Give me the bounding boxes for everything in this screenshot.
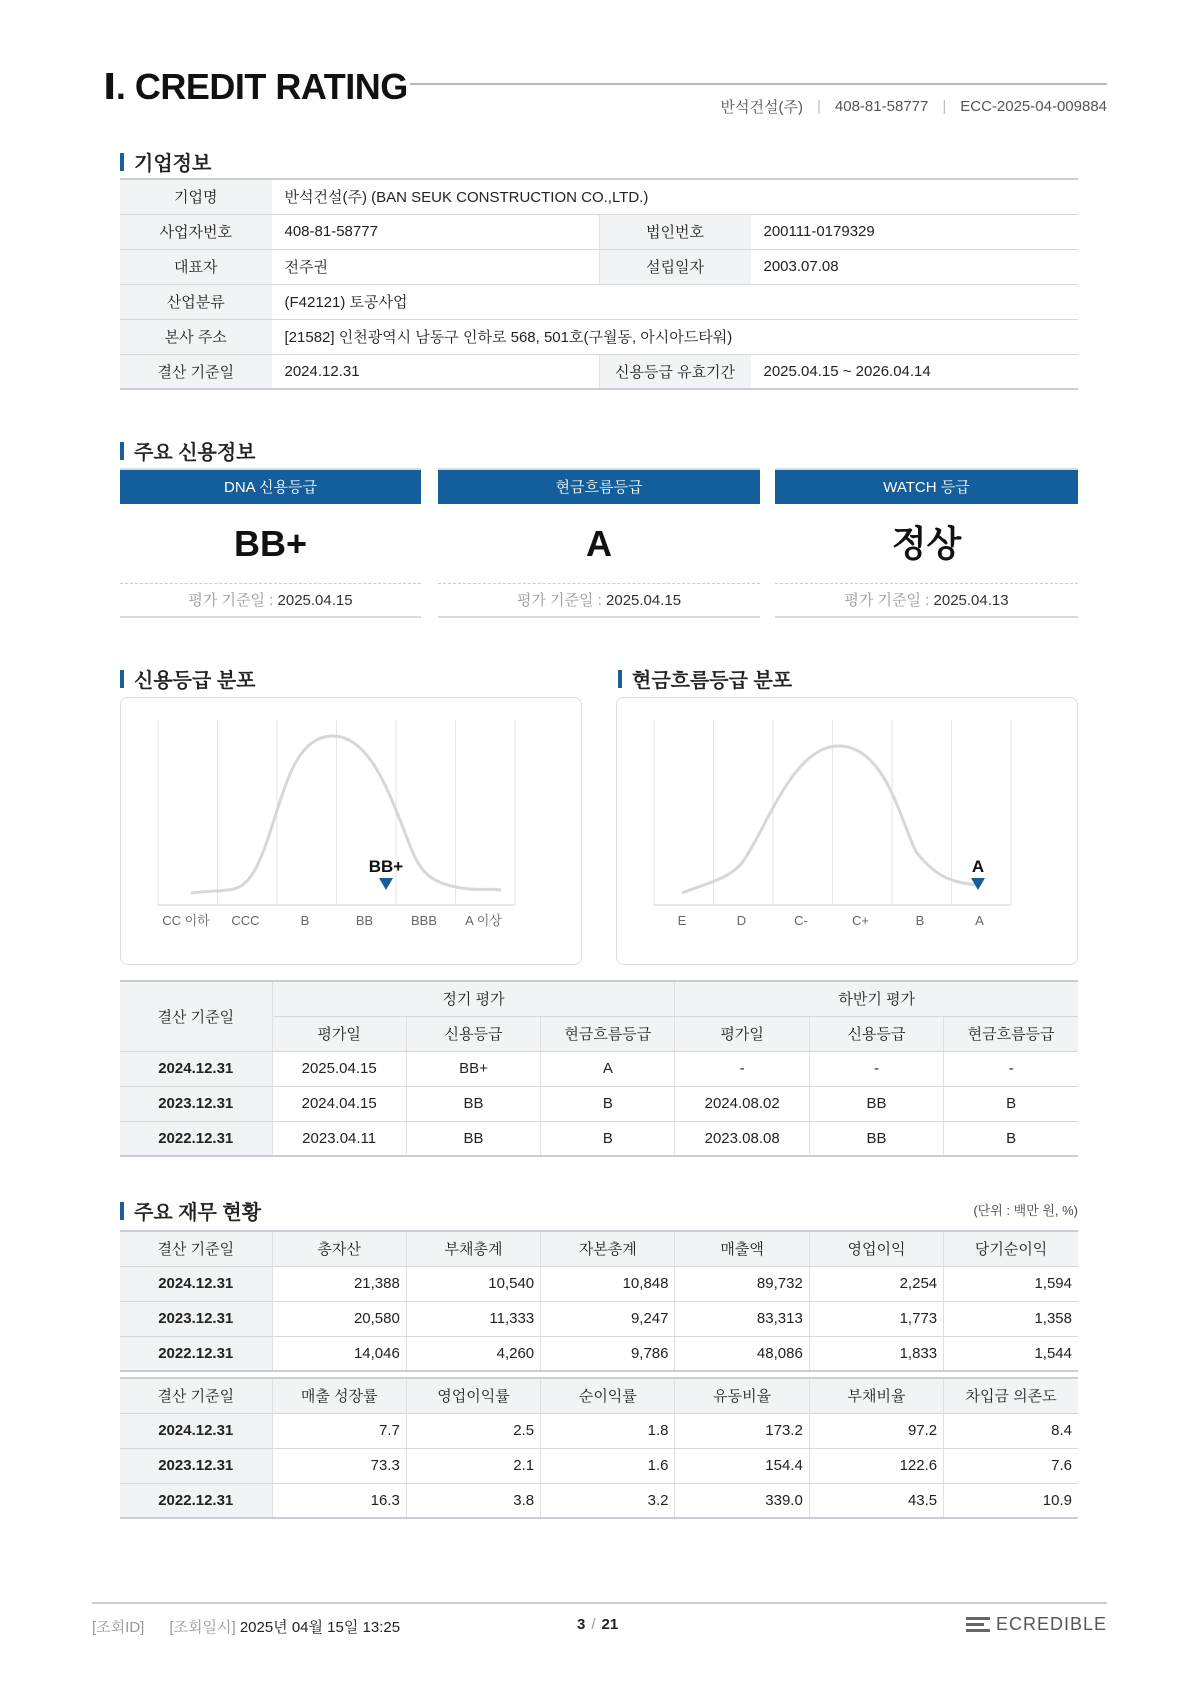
table-cell: 2.1 xyxy=(406,1448,540,1483)
section-company-info xyxy=(120,147,211,176)
section-bar xyxy=(120,670,124,688)
table-cell: 2024.08.02 xyxy=(675,1086,809,1121)
tick-label: A 이상 xyxy=(465,913,502,928)
position-marker xyxy=(379,878,393,890)
table-row xyxy=(120,1301,1078,1336)
card-date xyxy=(438,584,760,618)
finance-table xyxy=(120,1230,1078,1372)
table-cell: BB xyxy=(406,1086,540,1121)
table-cell: - xyxy=(809,1051,943,1086)
col-header: 정기 평가 xyxy=(272,981,675,1016)
row-value: 2024.12.31 xyxy=(272,354,599,389)
table-cell: 21,388 xyxy=(272,1266,406,1301)
table-cell: 4,260 xyxy=(406,1336,540,1371)
card-head: DNA 신용등급 xyxy=(120,468,421,504)
table-cell: 2,254 xyxy=(809,1266,943,1301)
cashflow-rating-card xyxy=(438,468,760,618)
section-title-text: 주요 재무 현황 xyxy=(134,1202,262,1224)
page-title: Ⅰ. CREDIT RATING xyxy=(103,66,408,107)
tick-label: A xyxy=(975,913,984,928)
table-cell: 2025.04.15 xyxy=(272,1051,406,1086)
table-cell: 9,786 xyxy=(541,1336,675,1371)
section-bar xyxy=(120,153,124,171)
tick-label: BBB xyxy=(410,913,438,928)
table-row xyxy=(120,249,1078,284)
row-value: 200111-0179329 xyxy=(751,214,1078,249)
table-cell: 3.2 xyxy=(541,1483,675,1518)
table-cell: 1,833 xyxy=(809,1336,943,1371)
total-pages: 21 xyxy=(601,1616,619,1633)
col-header: 당기순이익 xyxy=(944,1231,1078,1266)
section-key-credit xyxy=(120,436,255,465)
date-value: 2025.04.13 xyxy=(933,592,1009,609)
tick-label: C+ xyxy=(852,913,869,928)
col-header: 유동비율 xyxy=(675,1378,809,1413)
section-bar xyxy=(120,1202,124,1220)
separator: / xyxy=(591,1616,596,1633)
chart-svg xyxy=(617,698,1077,964)
row-label: 결산 기준일 xyxy=(120,354,272,389)
table-row xyxy=(120,1448,1078,1483)
table-cell: BB xyxy=(809,1121,943,1156)
table-header-row xyxy=(120,981,1078,1016)
section-bar xyxy=(120,442,124,460)
row-date: 2023.12.31 xyxy=(120,1448,272,1483)
marker-label: A xyxy=(971,857,985,876)
distribution-curve xyxy=(191,736,501,893)
table-cell: 2024.04.15 xyxy=(272,1086,406,1121)
table-row xyxy=(120,1413,1078,1448)
table-body xyxy=(120,1266,1078,1371)
table-cell: 154.4 xyxy=(675,1448,809,1483)
table-cell: BB+ xyxy=(406,1051,540,1086)
table-cell: 1.6 xyxy=(541,1448,675,1483)
table-cell: BB xyxy=(406,1121,540,1156)
table-cell: 16.3 xyxy=(272,1483,406,1518)
ratio-table xyxy=(120,1377,1078,1519)
row-date: 2024.12.31 xyxy=(120,1051,272,1086)
col-header: 차입금 의존도 xyxy=(944,1378,1078,1413)
table-cell: 2023.08.08 xyxy=(675,1121,809,1156)
table-cell: 2023.04.11 xyxy=(272,1121,406,1156)
table-cell: 2.5 xyxy=(406,1413,540,1448)
table-cell: BB xyxy=(809,1086,943,1121)
table-body xyxy=(120,1413,1078,1518)
row-value: (F42121) 토공사업 xyxy=(272,284,1078,319)
company-info-table xyxy=(120,178,1078,390)
table-cell: - xyxy=(944,1051,1078,1086)
section-title-text: 현금흐름등급 분포 xyxy=(632,670,793,692)
table-body xyxy=(120,1051,1078,1156)
rating-cards xyxy=(120,468,1078,620)
row-label: 법인번호 xyxy=(599,214,751,249)
brand-name: ECREDIBLE xyxy=(995,1614,1107,1634)
card-date xyxy=(120,584,421,618)
table-cell: 14,046 xyxy=(272,1336,406,1371)
header-rule xyxy=(410,83,1107,85)
col-header: 영업이익률 xyxy=(406,1378,540,1413)
col-header: 자본총계 xyxy=(541,1231,675,1266)
rating-history-table xyxy=(120,980,1078,1157)
separator: | xyxy=(942,98,947,115)
row-value: 반석건설(주) (BAN SEUK CONSTRUCTION CO.,LTD.) xyxy=(272,179,1078,214)
col-header: 총자산 xyxy=(272,1231,406,1266)
row-value: 2025.04.15 ~ 2026.04.14 xyxy=(751,354,1078,389)
section-title-text: 기업정보 xyxy=(134,153,212,175)
row-date: 2022.12.31 xyxy=(120,1483,272,1518)
table-row xyxy=(120,1483,1078,1518)
tick-label: BB xyxy=(355,913,374,928)
unit-note: (단위 : 백만 원, %) xyxy=(973,1203,1078,1218)
page-number xyxy=(577,1616,618,1633)
col-header: 평가일 xyxy=(272,1016,406,1051)
row-label: 신용등급 유효기간 xyxy=(599,354,751,389)
table-cell: - xyxy=(675,1051,809,1086)
row-value: 2003.07.08 xyxy=(751,249,1078,284)
tick-label: B xyxy=(915,913,925,928)
table-cell: 10,540 xyxy=(406,1266,540,1301)
table-cell: 1,773 xyxy=(809,1301,943,1336)
date-label: 평가 기준일 : xyxy=(188,592,274,609)
table-cell: 9,247 xyxy=(541,1301,675,1336)
col-header: 현금흐름등급 xyxy=(944,1016,1078,1051)
section-bar xyxy=(618,670,622,688)
table-cell: 1,544 xyxy=(944,1336,1078,1371)
marker-label: BB+ xyxy=(368,857,404,876)
card-head: WATCH 등급 xyxy=(775,468,1078,504)
table-cell: 122.6 xyxy=(809,1448,943,1483)
row-label: 사업자번호 xyxy=(120,214,272,249)
table-cell: 43.5 xyxy=(809,1483,943,1518)
table-row xyxy=(120,1121,1078,1156)
date-label: 평가 기준일 : xyxy=(516,592,602,609)
cashflow-distribution-chart xyxy=(616,697,1078,965)
card-grade: 정상 xyxy=(775,504,1078,584)
table-cell: 8.4 xyxy=(944,1413,1078,1448)
page-header xyxy=(0,0,1190,120)
current-page: 3 xyxy=(577,1616,586,1633)
tick-label: CCC xyxy=(231,913,260,928)
row-date: 2023.12.31 xyxy=(120,1086,272,1121)
table-cell: 83,313 xyxy=(675,1301,809,1336)
document-id: ECC-2025-04-009884 xyxy=(960,98,1107,115)
separator: | xyxy=(817,98,821,115)
table-cell: 10.9 xyxy=(944,1483,1078,1518)
header-meta xyxy=(721,96,1107,117)
col-header: 신용등급 xyxy=(809,1016,943,1051)
table-cell: 173.2 xyxy=(675,1413,809,1448)
row-label: 산업분류 xyxy=(120,284,272,319)
row-value: 408-81-58777 xyxy=(272,214,599,249)
table-cell: 1,358 xyxy=(944,1301,1078,1336)
table-row xyxy=(120,1086,1078,1121)
table-cell: 7.7 xyxy=(272,1413,406,1448)
col-header: 부채비율 xyxy=(809,1378,943,1413)
col-header: 매출액 xyxy=(675,1231,809,1266)
distribution-curve xyxy=(682,746,977,893)
tick-label: E xyxy=(677,913,687,928)
table-cell: B xyxy=(541,1121,675,1156)
row-label: 설립일자 xyxy=(599,249,751,284)
table-cell: 48,086 xyxy=(675,1336,809,1371)
row-label: 기업명 xyxy=(120,179,272,214)
tick-label: C- xyxy=(794,913,808,928)
table-row xyxy=(120,179,1078,214)
section-title-text: 주요 신용정보 xyxy=(134,442,256,464)
table-cell: 3.8 xyxy=(406,1483,540,1518)
col-header: 평가일 xyxy=(675,1016,809,1051)
col-header: 신용등급 xyxy=(406,1016,540,1051)
table-row xyxy=(120,354,1078,389)
dna-rating-card xyxy=(120,468,421,618)
table-row xyxy=(120,319,1078,354)
row-value: [21582] 인천광역시 남동구 인하로 568, 501호(구월동, 아시아드타워) xyxy=(272,319,1078,354)
table-cell: A xyxy=(541,1051,675,1086)
row-date: 2023.12.31 xyxy=(120,1301,272,1336)
card-grade: A xyxy=(438,504,760,584)
table-cell: 7.6 xyxy=(944,1448,1078,1483)
table-cell: B xyxy=(944,1121,1078,1156)
row-label: 대표자 xyxy=(120,249,272,284)
table-cell: 11,333 xyxy=(406,1301,540,1336)
section-title-text: 신용등급 분포 xyxy=(134,670,256,692)
row-date: 2024.12.31 xyxy=(120,1266,272,1301)
brand-logo xyxy=(966,1614,1107,1635)
date-value: 2025.04.15 xyxy=(606,592,682,609)
query-time-value: 2025년 04월 15일 13:25 xyxy=(239,1619,401,1636)
row-date: 2022.12.31 xyxy=(120,1121,272,1156)
col-header: 부채총계 xyxy=(406,1231,540,1266)
table-cell: 10,848 xyxy=(541,1266,675,1301)
table-row xyxy=(120,1266,1078,1301)
col-header: 현금흐름등급 xyxy=(541,1016,675,1051)
section-finance xyxy=(120,1196,261,1225)
credit-distribution-chart xyxy=(120,697,582,965)
col-header: 결산 기준일 xyxy=(120,1231,272,1266)
table-cell: 20,580 xyxy=(272,1301,406,1336)
col-header: 매출 성장률 xyxy=(272,1378,406,1413)
table-cell: 1.8 xyxy=(541,1413,675,1448)
query-time-label: [조회일시] xyxy=(169,1619,236,1636)
table-row xyxy=(120,214,1078,249)
date-label: 평가 기준일 : xyxy=(844,592,930,609)
card-date xyxy=(775,584,1078,618)
table-header-row xyxy=(120,1231,1078,1266)
tick-label: D xyxy=(736,913,747,928)
card-grade: BB+ xyxy=(120,504,421,584)
table-row xyxy=(120,1336,1078,1371)
query-id-label: [조회ID] xyxy=(92,1619,145,1636)
table-cell: 73.3 xyxy=(272,1448,406,1483)
chart-svg xyxy=(121,698,581,964)
col-header: 하반기 평가 xyxy=(675,981,1078,1016)
table-cell: B xyxy=(944,1086,1078,1121)
table-row xyxy=(120,1051,1078,1086)
logo-icon xyxy=(966,1616,990,1634)
row-date: 2024.12.31 xyxy=(120,1413,272,1448)
section-credit-distribution xyxy=(120,664,255,693)
table-cell: 1,594 xyxy=(944,1266,1078,1301)
table-cell: 89,732 xyxy=(675,1266,809,1301)
row-label: 본사 주소 xyxy=(120,319,272,354)
date-value: 2025.04.15 xyxy=(277,592,353,609)
table-cell: 339.0 xyxy=(675,1483,809,1518)
watch-rating-card xyxy=(775,468,1078,618)
row-date: 2022.12.31 xyxy=(120,1336,272,1371)
table-cell: 97.2 xyxy=(809,1413,943,1448)
col-header: 영업이익 xyxy=(809,1231,943,1266)
company-name: 반석건설(주) xyxy=(720,99,803,116)
page-footer xyxy=(92,1602,1107,1652)
tick-label: CC 이하 xyxy=(162,913,210,928)
col-header: 결산 기준일 xyxy=(120,981,272,1051)
col-header: 결산 기준일 xyxy=(120,1378,272,1413)
card-head: 현금흐름등급 xyxy=(438,468,760,504)
table-cell: B xyxy=(541,1086,675,1121)
table-header-row xyxy=(120,1378,1078,1413)
business-number: 408-81-58777 xyxy=(834,98,929,115)
section-cashflow-distribution xyxy=(618,664,792,693)
row-value: 전주권 xyxy=(272,249,599,284)
col-header: 순이익률 xyxy=(541,1378,675,1413)
footer-info xyxy=(92,1616,400,1637)
tick-label: B xyxy=(300,913,310,928)
table-row xyxy=(120,284,1078,319)
